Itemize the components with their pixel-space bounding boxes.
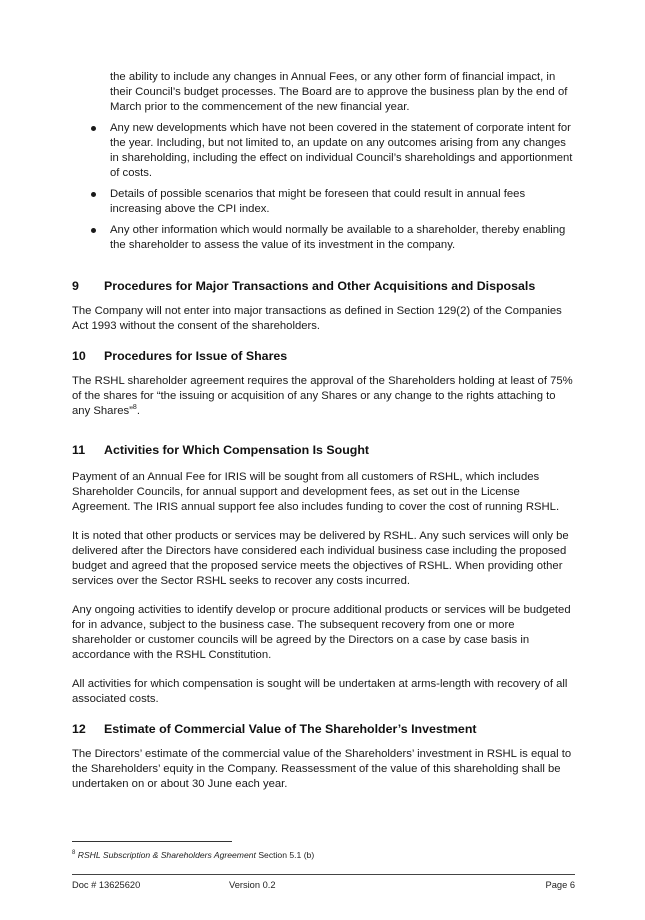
section-title: Procedures for Major Transactions and Other Acquisitions and Disposals (104, 279, 536, 293)
footnote-reference[interactable]: 8 (132, 404, 137, 412)
section-number: 11 (72, 443, 86, 457)
section-9-paragraph: The Company will not enter into major transactions as defined in Section 129(2) of the Companies Act 1993 without the consent of the shareholders. (72, 305, 562, 332)
section-10-text-end: . (136, 405, 140, 417)
section-9-heading (72, 278, 575, 294)
section-10-paragraph (72, 374, 575, 419)
section-11-paragraph: Payment of an Annual Fee for IRIS will be sought from all customers of RSHL, which includes Shareholder Councils, for annual support and development fees, as set out in the License Agreement. The IRIS annual support fee also includes funding to cover the cost of running RSHL. (72, 471, 560, 513)
section-11-heading (72, 442, 575, 458)
section-12-paragraph: The Directors’ estimate of the commercial value of the Shareholders’ investment in RSHL is equal to the Shareholders’ equity in the Company. Reassessment of the value of this shareholding shall be undertaken on or about 30 June each year. (72, 748, 572, 790)
footer-page-number: Page 6 (545, 880, 575, 890)
section-title: Procedures for Issue of Shares (104, 349, 288, 363)
footnote-number: 8 (72, 850, 76, 856)
section-10-heading (72, 348, 575, 364)
section-number: 10 (72, 349, 86, 363)
footer-version: Version 0.2 (229, 880, 276, 890)
bullet-continuation: the ability to include any changes in Annual Fees, or any other form of financial impact, in their Council’s budget processes. The Board are to approve the business plan by the end of March prior to the commencement of the new financial year. (110, 71, 568, 113)
footnote (72, 848, 314, 861)
section-11-paragraph: It is noted that other products or services may be delivered by RSHL. Any such services will only be delivered after the Directors have considered each individual business case including the proposed budget and agreed that the proposed service meets the objectives of RSHL. When providing other services over the Sector RSHL seeks to recover any costs incurred. (72, 530, 569, 587)
bullet-item: Any other information which would normally be available to a shareholder, thereby enabling the shareholder to assess the value of its investment in the company. (72, 223, 575, 253)
bullet-item: Details of possible scenarios that might be foreseen that could result in annual fees increasing above the CPI index. (72, 187, 575, 217)
footnote-title: RSHL Subscription & Shareholders Agreement (77, 849, 256, 860)
section-12-heading (72, 721, 575, 737)
footnote-divider (72, 841, 232, 842)
section-number: 9 (72, 279, 79, 293)
bullet-list (72, 121, 575, 253)
footer-divider (72, 874, 575, 875)
section-11-paragraph: Any ongoing activities to identify develop or procure additional products or services will be budgeted for in advance, subject to the business case. The subsequent recovery from one or more shareholder or customer councils will be agreed by the Directors on a case by case basis in accordance with the RSHL Constitution. (72, 604, 571, 661)
bullet-item: Any new developments which have not been covered in the statement of corporate intent for the year. Including, but not limited to, an update on any outcomes arising from any changes in shareholding, including the effect on individual Council’s shareholdings and apportionment of costs. (72, 121, 575, 181)
footer-doc-number: Doc # 13625620 (72, 880, 141, 890)
page-content (72, 70, 575, 792)
section-10-text: The RSHL shareholder agreement requires the approval of the Shareholders holding at least of 75% of the shares for “the issuing or acquisition of any Shares or any change to the rights attaching to any Shares” (72, 375, 573, 417)
section-11-paragraph: All activities for which compensation is sought will be undertaken at arms-length with recovery of all associated costs. (72, 678, 568, 705)
section-number: 12 (72, 722, 86, 736)
footnote-ref: Section 5.1 (b) (258, 849, 315, 860)
section-title: Estimate of Commercial Value of The Shareholder’s Investment (104, 722, 477, 736)
section-title: Activities for Which Compensation Is Sought (104, 443, 370, 457)
